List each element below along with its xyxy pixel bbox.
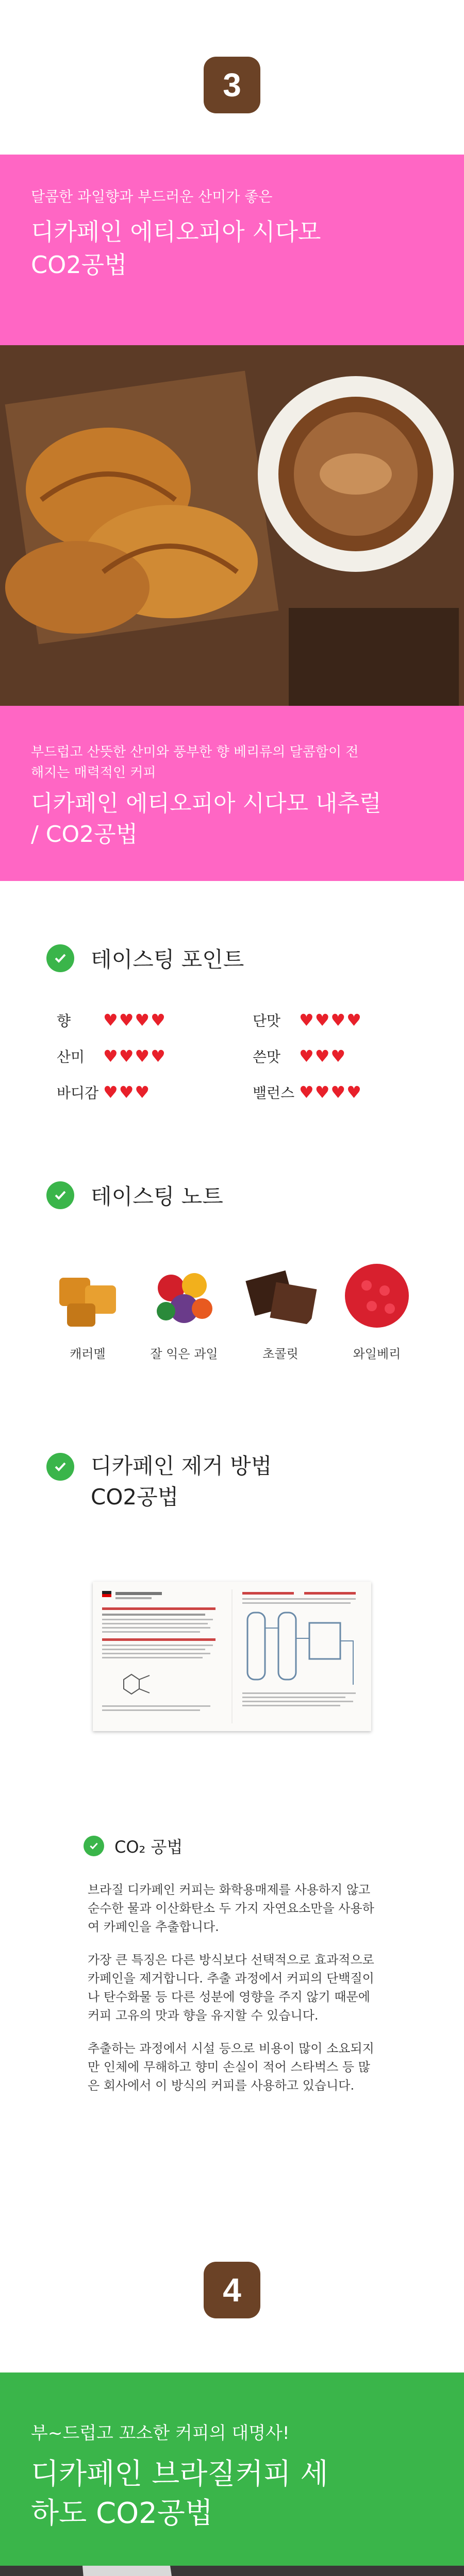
heart-icon: ♥♥♥: [299, 1046, 347, 1066]
hero-banner: [0, 2372, 464, 2566]
check-circle-icon: [46, 1181, 74, 1209]
tasting-label: 밸런스: [253, 1084, 295, 1101]
tasting-item: [57, 1046, 167, 1066]
note-label: 초콜릿: [262, 1347, 299, 1361]
heart-icon: ♥♥♥: [103, 1082, 151, 1102]
tasting-label: 단맛: [253, 1012, 281, 1029]
co2-heading-text: CO₂ 공법: [114, 1837, 183, 1857]
fruit-image: [145, 1257, 223, 1334]
tasting-label: 바디감: [57, 1084, 99, 1101]
section-number: 4: [223, 2272, 241, 2309]
hero-subtitle: 달콤한 과일향과 부드러운 산미가 좋은: [31, 188, 273, 205]
tasting-item: [57, 1010, 167, 1030]
tasting-item: [253, 1082, 362, 1103]
hero-title: 디카페인 에티오피아 시다모 CO2공법: [31, 218, 321, 279]
co2-method-heading: [84, 1834, 183, 1858]
section-number-badge: [204, 2262, 260, 2318]
chocolate-image: [242, 1257, 319, 1334]
check-circle-icon: [46, 944, 74, 972]
tasting-grid: [57, 1010, 418, 1113]
tasting-label: 산미: [57, 1048, 85, 1065]
co2-paragraph: 브라질 디카페인 커피는 화학용매제를 사용하지 않고 순수한 물과 이산화탄소 두 가지 자연요소만을 사용하여 카페인을 추출합니다.: [88, 1883, 374, 1934]
note-chocolate: [239, 1257, 322, 1362]
tasting-note-heading: [46, 1180, 223, 1211]
latte-art-photo: [0, 2566, 464, 2576]
heart-icon: ♥♥♥♥: [103, 1046, 167, 1066]
co2-paragraph: 추출하는 과정에서 시설 등으로 비용이 많이 소요되지만 인체에 무해하고 향미 손실이 적어 스타벅스 등 많은 회사에서 이 방식의 커피를 사용하고 있습니다.: [88, 2041, 374, 2093]
croissant-coffee-photo: [0, 345, 464, 706]
check-circle-icon: [46, 1453, 74, 1481]
tasting-item: [57, 1082, 151, 1103]
heart-icon: ♥♥♥♥: [103, 1010, 167, 1030]
tasting-item: [253, 1010, 362, 1030]
heart-icon: ♥♥♥♥: [299, 1082, 362, 1102]
caramel-image: [49, 1257, 126, 1334]
note-caramel: [46, 1257, 129, 1362]
tasting-point-heading: [46, 943, 244, 974]
notes-heading-text: 테이스팅 노트: [91, 1184, 223, 1209]
co2-paragraph: 가장 큰 특징은 다른 방식보다 선택적으로 효과적으로 카페인을 제거합니다. 추출 과정에서 커피의 단백질이나 탄수화물 등 다른 성분에 영향을 주지 않기 때문에 커피 고유의 맛과 향을 유지할 수 있습니다.: [88, 1953, 374, 2023]
tasting-notes: [46, 1257, 418, 1376]
product-description: 부드럽고 산뜻한 산미와 풍부한 향 베리류의 달콤함이 전해지는 매력적인 커피: [31, 744, 359, 781]
note-label: 와일베리: [353, 1347, 401, 1361]
note-ripe-fruit: [143, 1257, 225, 1362]
heart-icon: ♥♥♥♥: [299, 1010, 362, 1030]
decaf-method-heading: [46, 1453, 287, 1513]
co2-description: [88, 1880, 376, 2109]
co2-process-document-image: [93, 1582, 371, 1731]
tasting-item: [253, 1046, 346, 1066]
product-banner: [0, 706, 464, 881]
note-label: 캐러멜: [70, 1347, 106, 1361]
tasting-heading-text: 테이스팅 포인트: [91, 947, 244, 972]
berry-image: [338, 1257, 416, 1334]
hero-banner: [0, 155, 464, 345]
check-circle-icon: [84, 1836, 104, 1856]
note-label: 잘 익은 과일: [150, 1347, 218, 1361]
section-number: 3: [223, 66, 241, 104]
tasting-label: 향: [57, 1012, 71, 1029]
decaf-heading-text: 디카페인 제거 방법 CO2공법: [91, 1453, 272, 1510]
tasting-label: 쓴맛: [253, 1048, 281, 1065]
section-number-badge: [204, 57, 260, 113]
hero-title: 디카페인 브라질커피 세하도 CO2공법: [31, 2458, 328, 2530]
product-title: 디카페인 에티오피아 시다모 내추럴 / CO2공법: [31, 790, 382, 848]
note-wildberry: [336, 1257, 418, 1362]
hero-subtitle: 부~드럽고 꼬소한 커피의 대명사!: [31, 2423, 290, 2444]
